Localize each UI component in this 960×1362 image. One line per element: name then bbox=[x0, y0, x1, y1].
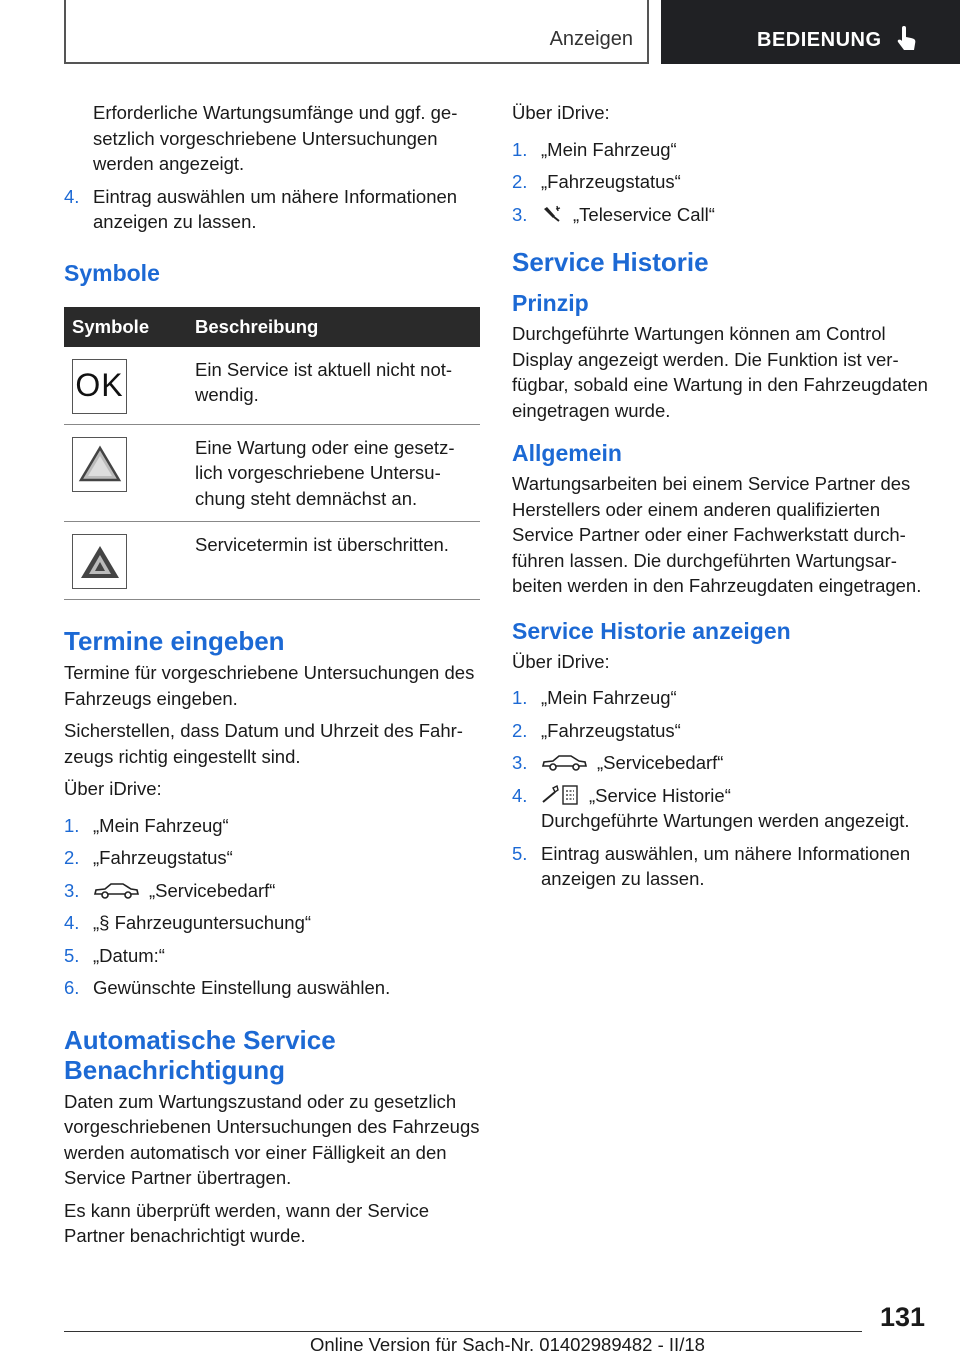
list-item bbox=[512, 169, 928, 195]
header-chapter-label: BEDIENUNG bbox=[757, 29, 882, 51]
car-icon bbox=[541, 753, 587, 771]
termine-heading: Termine eingeben bbox=[64, 626, 285, 656]
teleservice-idrive: Über iDrive: bbox=[512, 102, 610, 123]
ok-symbol-text: OK bbox=[75, 367, 124, 404]
list-item bbox=[512, 685, 928, 711]
step-number: 4. bbox=[64, 912, 80, 933]
symbols-heading: Symbole bbox=[64, 259, 160, 286]
list-item bbox=[512, 750, 928, 776]
warning-filled-icon bbox=[72, 534, 127, 589]
step-text: „Datum:“ bbox=[93, 944, 165, 966]
list-item bbox=[512, 137, 928, 163]
table-cell: Servicetermin ist überschritten. bbox=[187, 522, 480, 600]
intro-continuation: Erforderliche Wartungsumfänge und ggf. gesetzlich vorgeschriebene Untersuchungen werden angezeigt. bbox=[93, 102, 458, 174]
step-text: „Fahrzeugstatus“ bbox=[541, 719, 681, 741]
termine-idrive: Über iDrive: bbox=[64, 778, 162, 799]
service-historie-heading: Service Historie bbox=[512, 247, 709, 277]
step-text: Gewünschte Einstellung auswählen. bbox=[93, 977, 391, 998]
termine-paragraph: Termine für vorgeschriebene Untersuchungen des Fahrzeugs eingeben. bbox=[64, 662, 475, 709]
list-item bbox=[64, 943, 480, 969]
auto-paragraph: Daten zum Wartungszustand oder zu gesetzlich vorgeschriebenen Untersuchungen des Fahrzeugs werden automatisch vor einer Fälligkeit an den Service Partner übertragen. bbox=[64, 1090, 480, 1188]
list-item bbox=[512, 841, 928, 892]
step-number: 4. bbox=[512, 784, 528, 806]
prinzip-heading: Prinzip bbox=[512, 290, 589, 316]
step-number: 3. bbox=[512, 203, 528, 225]
right-column bbox=[512, 100, 928, 899]
step-number: 5. bbox=[64, 944, 80, 966]
step-text: „Servicebedarf“ bbox=[597, 752, 724, 773]
step-text: „Fahrzeugstatus“ bbox=[541, 171, 681, 192]
anzeigen-idrive: Über iDrive: bbox=[512, 650, 610, 672]
left-column bbox=[64, 100, 480, 1256]
step-number: 2. bbox=[64, 847, 80, 868]
list-item bbox=[64, 910, 480, 936]
step-text: „Mein Fahrzeug“ bbox=[541, 687, 677, 708]
step-number: 3. bbox=[512, 752, 528, 773]
step-text: Eintrag auswählen um nähere Informationen anzeigen zu lassen. bbox=[93, 185, 458, 232]
warning-outline-icon bbox=[72, 437, 127, 492]
table-row bbox=[64, 424, 480, 522]
list-item bbox=[64, 845, 480, 871]
table-header-description: Beschreibung bbox=[187, 307, 480, 347]
list-item bbox=[64, 184, 480, 235]
auto-notification-heading: Automatische Service Benachrichtigung bbox=[64, 1024, 336, 1085]
service-history-icon bbox=[541, 784, 579, 806]
step-number: 4. bbox=[64, 185, 80, 207]
step-text: „§ Fahrzeuguntersuchung“ bbox=[93, 912, 312, 933]
auto-paragraph: Es kann überprüft werden, wann der Service Partner benachrichtigt wurde. bbox=[64, 1199, 430, 1246]
page-number: 131 bbox=[879, 1302, 925, 1332]
car-icon bbox=[93, 881, 139, 899]
ok-symbol bbox=[72, 359, 127, 414]
allgemein-paragraph: Wartungsarbeiten bei einem Service Partner des Herstellers oder einem anderen qualifizierten Service Partner oder einer Fachwerkstatt durchführen lassen. Die durchgeführten Wartungsarbeiten werden in den Fahrzeugdaten eingetragen. bbox=[512, 473, 922, 596]
allgemein-heading: Allgemein bbox=[512, 440, 622, 466]
table-row bbox=[64, 522, 480, 600]
pointing-hand-icon bbox=[895, 26, 919, 52]
header-section-box bbox=[64, 0, 649, 64]
step-number: 1. bbox=[512, 687, 528, 708]
list-item bbox=[512, 718, 928, 744]
prinzip-paragraph: Durchgeführte Wartungen können am Control Display angezeigt werden. Die Funktion ist verfügbar, sobald eine Wartung in den Fahrzeugdaten eingetragen wurde. bbox=[512, 323, 928, 421]
table-cell: Eine Wartung oder eine gesetzlich vorgeschriebene Untersuchung steht demnächst an. bbox=[187, 424, 480, 522]
step-text: „Teleservice Call“ bbox=[573, 203, 715, 225]
step-text: „Fahrzeugstatus“ bbox=[93, 847, 233, 868]
list-item bbox=[64, 975, 480, 1001]
list-item bbox=[512, 783, 928, 834]
step-number: 2. bbox=[512, 171, 528, 192]
symbols-table bbox=[64, 307, 480, 601]
step-number: 5. bbox=[512, 842, 528, 864]
header-chapter-box bbox=[661, 0, 960, 64]
table-row bbox=[64, 347, 480, 425]
step-number: 1. bbox=[64, 814, 80, 836]
step-number: 2. bbox=[512, 719, 528, 741]
list-item bbox=[512, 202, 928, 228]
step-subtext: Durchgeführte Wartungen werden angezeigt. bbox=[541, 810, 910, 831]
list-item bbox=[64, 878, 480, 904]
step-text: Eintrag auswählen, um nähere Informationen anzeigen zu lassen. bbox=[541, 842, 911, 889]
online-version-text: Online Version für Sach-Nr. 01402989482 - II/18 bbox=[310, 1334, 705, 1355]
footer-divider bbox=[64, 1331, 862, 1332]
table-header-symbols: Symbole bbox=[64, 307, 187, 347]
list-item bbox=[64, 813, 480, 839]
historie-anzeigen-heading: Service Historie anzeigen bbox=[512, 617, 791, 644]
step-number: 6. bbox=[64, 977, 80, 998]
step-text: „Service Historie“ bbox=[589, 784, 731, 806]
wrench-icon bbox=[541, 205, 563, 223]
step-text: „Mein Fahrzeug“ bbox=[541, 138, 677, 160]
step-number: 1. bbox=[512, 138, 528, 160]
step-text: „Mein Fahrzeug“ bbox=[93, 814, 229, 836]
termine-paragraph: Sicherstellen, dass Datum und Uhrzeit des Fahrzeugs richtig eingestellt sind. bbox=[64, 720, 463, 767]
table-cell: Ein Service ist aktuell nicht notwendig. bbox=[187, 347, 480, 425]
step-number: 3. bbox=[64, 879, 80, 901]
step-text: „Servicebedarf“ bbox=[149, 879, 276, 901]
header-section-label: Anzeigen bbox=[549, 28, 633, 50]
